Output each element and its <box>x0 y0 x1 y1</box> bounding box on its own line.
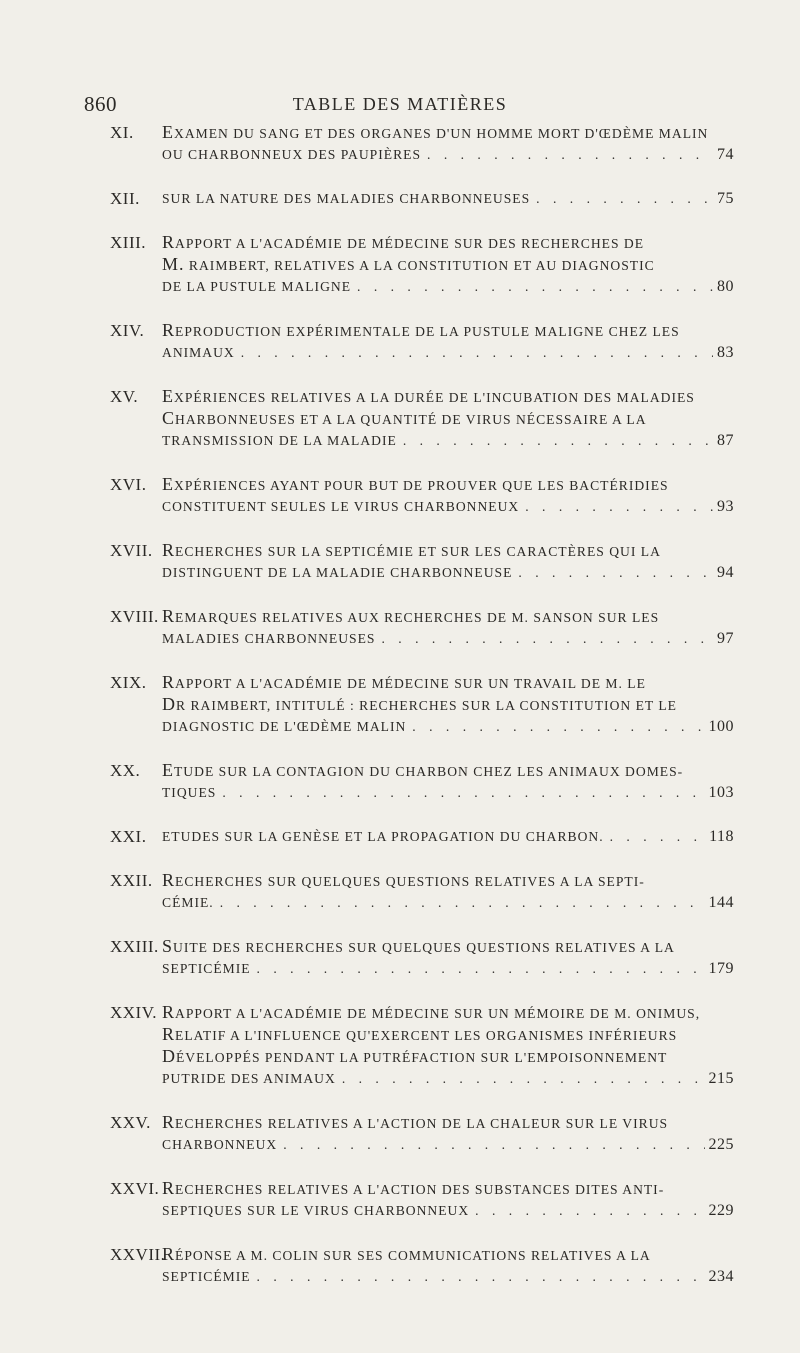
toc-entry <box>110 232 734 297</box>
entry-page-number: 74 <box>717 146 734 163</box>
toc-entry <box>110 320 734 363</box>
entry-page-number: 144 <box>708 894 734 911</box>
toc-entry <box>110 1244 734 1287</box>
chapter-number: XXVII. <box>110 1245 166 1264</box>
dot-leader <box>375 628 713 649</box>
chapter-number: XIV. <box>110 321 145 340</box>
toc-entry <box>110 1178 734 1221</box>
entry-leader-line <box>162 716 734 737</box>
toc-entry <box>110 936 734 979</box>
dot-leader <box>214 892 705 913</box>
dot-leader <box>397 430 713 451</box>
entry-title-last-line: DE LA PUSTULE MALIGNE <box>162 279 352 294</box>
table-of-contents <box>110 122 734 1310</box>
entry-title-last-line: TRANSMISSION DE LA MALADIE <box>162 433 397 448</box>
dot-leader <box>251 1266 705 1287</box>
entry-title-line: CHARBONNEUSES ET A LA QUANTITÉ DE VIRUS NÉCESSAIRE A LA <box>162 408 647 428</box>
dot-leader <box>512 562 713 583</box>
entry-title-last-line: DIAGNOSTIC DE L'ŒDÈME MALIN <box>162 719 407 734</box>
entry-title-line: RAPPORT A L'ACADÉMIE DE MÉDECINE SUR DES RECHERCHES DE <box>162 232 645 252</box>
toc-entry <box>110 760 734 803</box>
dot-leader <box>235 342 713 363</box>
chapter-number: XXI. <box>110 827 147 846</box>
entry-title-last-line: SUR LA NATURE DES MALADIES CHARBONNEUSES <box>162 191 531 206</box>
chapter-number: XXIV. <box>110 1003 158 1022</box>
dot-leader <box>469 1200 704 1221</box>
entry-leader-line <box>162 430 734 451</box>
chapter-number: XX. <box>110 761 141 780</box>
entry-title-last-line: ETUDES SUR LA GENÈSE ET LA PROPAGATION DU CHARBON. <box>162 829 604 844</box>
entry-leader-line <box>162 1200 734 1221</box>
entry-page-number: 97 <box>717 630 734 647</box>
dot-leader <box>519 496 713 517</box>
toc-entry <box>110 386 734 451</box>
entry-title-line: RECHERCHES SUR QUELQUES QUESTIONS RELATIVES A LA SEPTI- <box>162 870 645 890</box>
entry-page-number: 215 <box>708 1070 734 1087</box>
entry-title-line: RAPPORT A L'ACADÉMIE DE MÉDECINE SUR UN TRAVAIL DE M. LE <box>162 672 646 692</box>
toc-entry <box>110 672 734 737</box>
entry-title-line: RÉPONSE A M. COLIN SUR SES COMMUNICATIONS RELATIVES A LA <box>162 1244 651 1264</box>
chapter-number: XXII. <box>110 871 153 890</box>
toc-entry <box>110 606 734 649</box>
dot-leader <box>406 716 704 737</box>
entry-title-last-line: MALADIES CHARBONNEUSES <box>162 631 376 646</box>
entry-page-number: 75 <box>717 190 734 207</box>
entry-title-last-line: CÉMIE. <box>162 895 214 910</box>
entry-page-number: 83 <box>717 344 734 361</box>
entry-leader-line <box>162 826 734 847</box>
entry-page-number: 100 <box>708 718 734 735</box>
entry-leader-line <box>162 782 734 803</box>
entry-title-line: REMARQUES RELATIVES AUX RECHERCHES DE M. SANSON SUR LES <box>162 606 660 626</box>
entry-leader-line <box>162 1068 734 1089</box>
entry-title-last-line: CHARBONNEUX <box>162 1137 278 1152</box>
entry-page-number: 87 <box>717 432 734 449</box>
chapter-number: XXVI. <box>110 1179 160 1198</box>
chapter-number: XIII. <box>110 233 147 252</box>
page-number: 860 <box>84 92 117 116</box>
entry-title-line: ETUDE SUR LA CONTAGION DU CHARBON CHEZ LES ANIMAUX DOMES- <box>162 760 684 780</box>
dot-leader <box>530 188 713 209</box>
entry-leader-line <box>162 1266 734 1287</box>
dot-leader <box>351 276 713 297</box>
entry-title-line: EXPÉRIENCES RELATIVES A LA DURÉE DE L'INCUBATION DES MALADIES <box>162 386 695 406</box>
chapter-number: XXIII. <box>110 937 159 956</box>
entry-page-number: 93 <box>717 498 734 515</box>
toc-entry <box>110 1112 734 1155</box>
entry-title-last-line: DISTINGUENT DE LA MALADIE CHARBONNEUSE <box>162 565 513 580</box>
chapter-number: XV. <box>110 387 139 406</box>
entry-title-line: EXPÉRIENCES AYANT POUR BUT DE PROUVER QUE LES BACTÉRIDIES <box>162 474 669 494</box>
entry-page-number: 229 <box>708 1202 734 1219</box>
dot-leader <box>277 1134 704 1155</box>
toc-entry <box>110 474 734 517</box>
toc-entry <box>110 1002 734 1089</box>
entry-title-last-line: OU CHARBONNEUX DES PAUPIÈRES <box>162 147 422 162</box>
chapter-number: XVIII. <box>110 607 159 626</box>
entry-leader-line <box>162 628 734 649</box>
entry-page-number: 225 <box>708 1136 734 1153</box>
toc-entry <box>110 122 734 165</box>
running-title: TABLE DES MATIÈRES <box>292 94 508 114</box>
chapter-number: XVII. <box>110 541 153 560</box>
entry-title-line: RAPPORT A L'ACADÉMIE DE MÉDECINE SUR UN MÉMOIRE DE M. ONIMUS, <box>162 1002 701 1022</box>
toc-entry <box>110 540 734 583</box>
entry-leader-line <box>162 188 734 209</box>
entry-title-last-line: SEPTICÉMIE <box>162 961 251 976</box>
entry-title-line: EXAMEN DU SANG ET DES ORGANES D'UN HOMME MORT D'ŒDÈME MALIN <box>162 122 709 142</box>
entry-page-number: 94 <box>717 564 734 581</box>
dot-leader <box>421 144 713 165</box>
entry-title-line: RECHERCHES SUR LA SEPTICÉMIE ET SUR LES CARACTÈRES QUI LA <box>162 540 661 560</box>
entry-title-last-line: ANIMAUX <box>162 345 235 360</box>
dot-leader <box>251 958 705 979</box>
entry-page-number: 118 <box>709 828 734 845</box>
dot-leader <box>216 782 704 803</box>
entry-title-last-line: CONSTITUENT SEULES LE VIRUS CHARBONNEUX <box>162 499 520 514</box>
chapter-number: XIX. <box>110 673 147 692</box>
entry-title-last-line: PUTRIDE DES ANIMAUX <box>162 1071 336 1086</box>
entry-title-line: REPRODUCTION EXPÉRIMENTALE DE LA PUSTULE MALIGNE CHEZ LES <box>162 320 680 340</box>
entry-title-line: RELATIF A L'INFLUENCE QU'EXERCENT LES ORGANISMES INFÉRIEURS <box>162 1024 678 1044</box>
entry-title-last-line: SEPTIQUES SUR LE VIRUS CHARBONNEUX <box>162 1203 470 1218</box>
toc-entry <box>110 188 734 209</box>
chapter-number: XI. <box>110 123 134 142</box>
entry-title-line: RECHERCHES RELATIVES A L'ACTION DE LA CHALEUR SUR LE VIRUS <box>162 1112 669 1132</box>
entry-leader-line <box>162 496 734 517</box>
entry-leader-line <box>162 1134 734 1155</box>
entry-page-number: 80 <box>717 278 734 295</box>
entry-title-line: DÉVELOPPÉS PENDANT LA PUTRÉFACTION SUR L'EMPOISONNEMENT <box>162 1046 668 1066</box>
entry-leader-line <box>162 892 734 913</box>
entry-title-last-line: TIQUES <box>162 785 217 800</box>
dot-leader <box>604 826 705 847</box>
entry-leader-line <box>162 562 734 583</box>
entry-title-line: DR RAIMBERT, INTITULÉ : RECHERCHES SUR LA CONSTITUTION ET LE <box>162 694 677 714</box>
entry-leader-line <box>162 958 734 979</box>
entry-title-line: SUITE DES RECHERCHES SUR QUELQUES QUESTIONS RELATIVES A LA <box>162 936 675 956</box>
entry-page-number: 234 <box>708 1268 734 1285</box>
entry-leader-line <box>162 144 734 165</box>
entry-title-last-line: SEPTICÉMIE <box>162 1269 251 1284</box>
toc-entry <box>110 826 734 847</box>
entry-page-number: 103 <box>708 784 734 801</box>
chapter-number: XVI. <box>110 475 147 494</box>
chapter-number: XII. <box>110 189 140 208</box>
entry-title-line: RECHERCHES RELATIVES A L'ACTION DES SUBSTANCES DITES ANTI- <box>162 1178 665 1198</box>
entry-leader-line <box>162 342 734 363</box>
entry-page-number: 179 <box>708 960 734 977</box>
dot-leader <box>336 1068 705 1089</box>
toc-entry <box>110 870 734 913</box>
chapter-number: XXV. <box>110 1113 151 1132</box>
entry-leader-line <box>162 276 734 297</box>
entry-title-line: M. RAIMBERT, RELATIVES A LA CONSTITUTION ET AU DIAGNOSTIC <box>162 254 655 274</box>
